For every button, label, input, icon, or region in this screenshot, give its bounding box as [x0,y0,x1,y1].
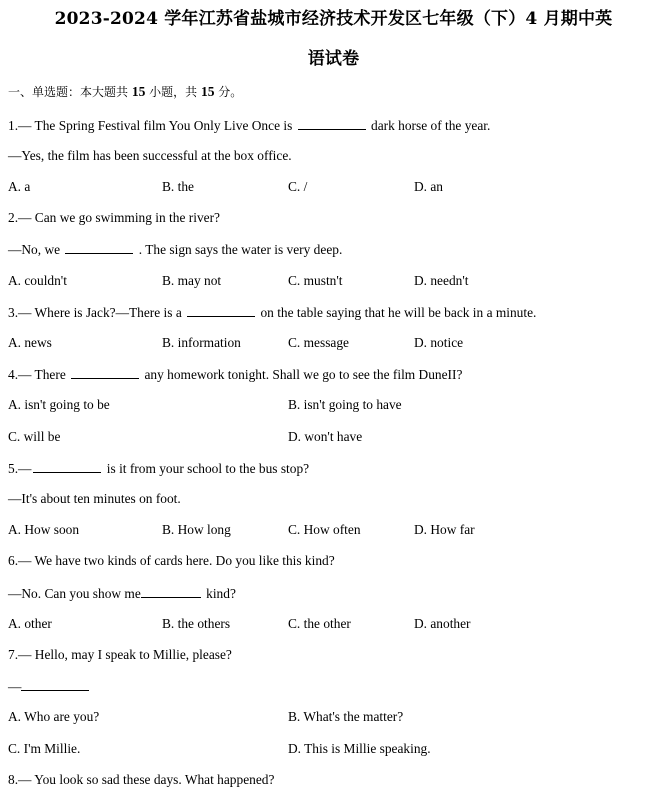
option-c: C. / [288,179,308,194]
option-d: D. an [414,179,444,194]
answer-blank [65,241,133,254]
option-b: B. may not [162,273,222,288]
question-text: 5.— [8,461,32,476]
question-5-reply: —It's about ten minutes on foot. [8,491,181,506]
question-7: 7.— Hello, may I speak to Millie, please? [8,647,232,662]
reply-text: —No. Can you show me [8,586,141,601]
option-a: A. couldn't [8,273,67,288]
option-d: D. won't have [288,429,363,444]
option-b: B. What's the matter? [288,709,404,724]
question-count: 15 [131,84,146,99]
section-heading [8,84,242,100]
exam-title-line-2: 语试卷 [307,49,360,69]
question-7-reply [8,678,91,695]
option-d: D. notice [414,335,464,350]
option-a: A. Who are you? [8,709,100,724]
option-d: D. another [414,616,471,631]
option-b: B. information [162,335,241,350]
answer-blank [71,366,139,379]
section-suffix: 分。 [214,85,243,99]
question-3 [8,304,536,321]
option-c: C. How often [288,522,361,537]
reply-text: kind? [202,586,236,601]
question-text: 1.— The Spring Festival film You Only Live Once is [8,118,296,133]
reply-text: —No, we [8,242,64,257]
question-1 [8,117,490,134]
total-score: 15 [200,84,215,99]
section-prefix: 一、单选题：本大题共 [8,85,132,99]
option-b: B. How long [162,522,231,537]
option-a: A. other [8,616,52,631]
question-text: 3.— Where is Jack?—There is a [8,305,186,320]
question-5 [8,460,309,477]
question-2-reply [8,241,342,258]
option-a: A. How soon [8,522,80,537]
option-b: B. isn't going to have [288,397,402,412]
option-c: C. will be [8,429,61,444]
question-text: dark horse of the year. [367,118,491,133]
question-text: on the table saying that he will be back in a minute. [257,305,537,320]
question-6: 6.— We have two kinds of cards here. Do you like this kind? [8,553,335,568]
question-1-reply: —Yes, the film has been successful at the box office. [8,148,292,163]
answer-blank [21,678,89,691]
question-2: 2.— Can we go swimming in the river? [8,210,220,225]
reply-text: . The sign says the water is very deep. [135,242,343,257]
answer-blank [187,304,255,317]
option-c: C. I'm Millie. [8,741,81,756]
question-4 [8,366,462,383]
option-c: C. mustn't [288,273,343,288]
question-8: 8.— You look so sad these days. What happened? [8,772,275,787]
exam-title-line-1: 2023-2024 学年江苏省盐城市经济技术开发区七年级（下）4 月期中英 [54,9,613,29]
option-a: A. a [8,179,31,194]
question-6-reply [8,585,236,602]
answer-blank [33,460,101,473]
option-c: C. message [288,335,349,350]
option-d: D. needn't [414,273,469,288]
option-a: A. news [8,335,52,350]
answer-blank [141,585,201,598]
question-text: 4.— There [8,367,70,382]
option-d: D. How far [414,522,475,537]
option-b: B. the others [162,616,231,631]
question-text: any homework tonight. Shall we go to see the film DuneII? [141,367,463,382]
section-middle: 小题，共 [145,85,201,99]
option-a: A. isn't going to be [8,397,110,412]
reply-text: — [8,679,22,694]
option-d: D. This is Millie speaking. [288,741,431,756]
option-c: C. the other [288,616,351,631]
option-b: B. the [162,179,194,194]
answer-blank [298,117,366,130]
question-text: is it from your school to the bus stop? [103,461,310,476]
